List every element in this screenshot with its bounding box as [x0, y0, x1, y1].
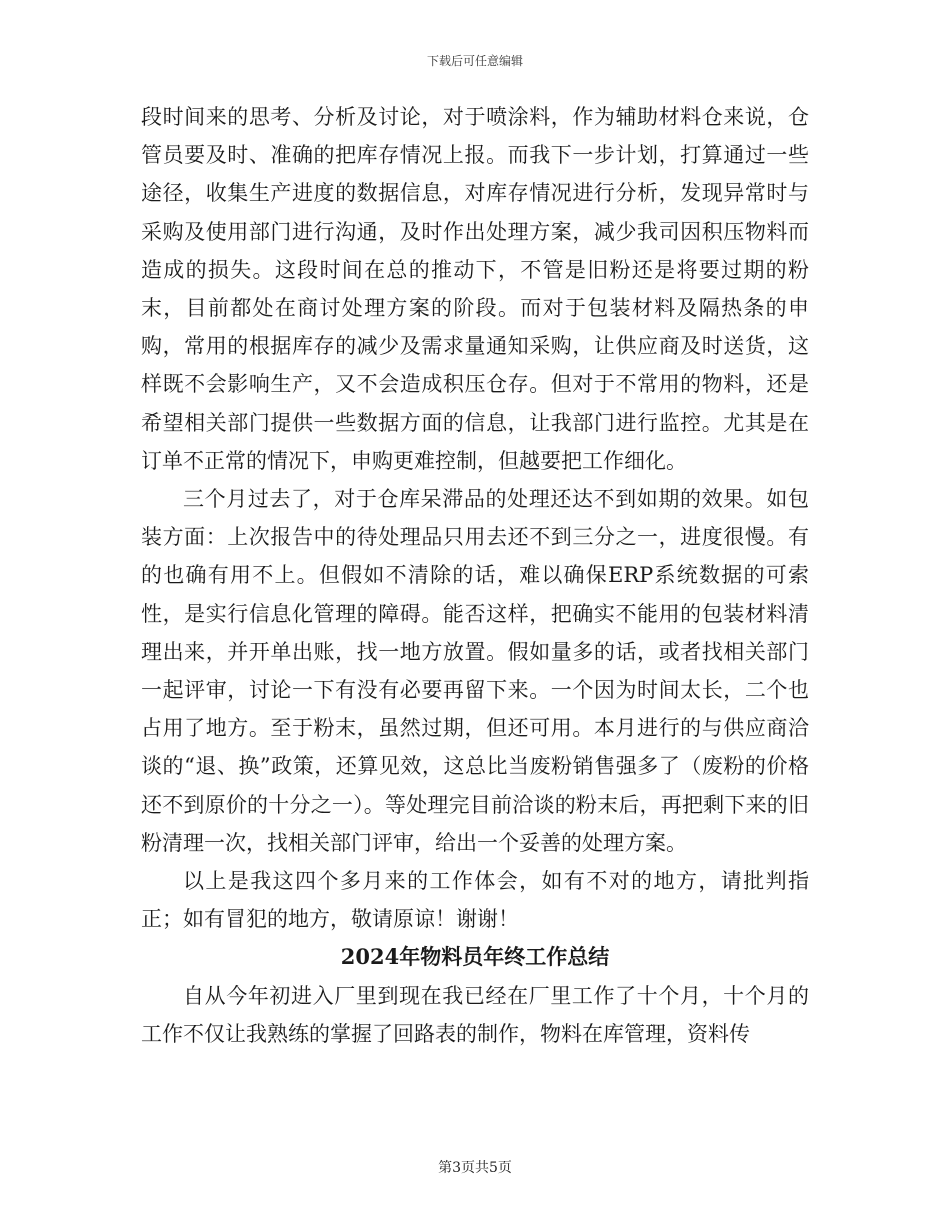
paragraph-inventory-processing: 三个月过去了，对于仓库呆滞品的处理还达不到如期的效果。如包装方面：上次报告中的待处理品只用去还不到三分之一，进度很慢。有的也确有用不上。但假如不清除的话，难以确保ERP系统数据的可索性，是实行信息化管理的障碍。能否这样，把确实不能用的包装材料清理出来，并开单出账，找一地方放置。假如量多的话，或者找相关部门一起评审，讨论一下有没有必要再留下来。一个因为时间太长，二个也占用了地方。至于粉末，虽然过期，但还可用。本月进行的与供应商洽谈的“退、换”政策，还算见效，这总比当废粉销售强多了（废粉的价格还不到原价的十分之一）。等处理完目前洽谈的粉末后，再把剩下来的旧粉清理一次，找相关部门评审，给出一个妥善的处理方案。 [141, 487, 809, 855]
page-header: 下载后可任意编辑 [426, 54, 523, 68]
document-body [141, 98, 809, 1053]
paragraph-continued: 段时间来的思考、分析及讨论，对于喷涂料，作为辅助材料仓来说，仓管员要及时、准确的把库存情况上报。而我下一步计划，打算通过一些途径，收集生产进度的数据信息，对库存情况进行分析，发现异常时与采购及使用部门进行沟通，及时作出处理方案，减少我司因积压物料而造成的损失。这段时间在总的推动下，不管是旧粉还是将要过期的粉末，目前都处在商讨处理方案的阶段。而对于包装材料及隔热条的申购，常用的根据库存的减少及需求量通知采购，让供应商及时送货，这样既不会影响生产，又不会造成积压仓存。但对于不常用的物料，还是希望相关部门提供一些数据方面的信息，让我部门进行监控。尤其是在订单不正常的情况下，申购更难控制，但越要把工作细化。 [141, 105, 809, 473]
paragraph-summary-intro: 自从今年初进入厂里到现在我已经在厂里工作了十个月，十个月的工作不仅让我熟练的掌握了回路表的制作，物料在库管理，资料传 [141, 983, 809, 1046]
page-footer: 第3页共5页 [438, 1160, 512, 1176]
section-title: 2024年物料员年终工作总结 [340, 944, 610, 970]
paragraph-closing: 以上是我这四个多月来的工作体会，如有不对的地方，请批判指正；如有冒犯的地方，敬请原谅！谢谢！ [141, 869, 809, 932]
